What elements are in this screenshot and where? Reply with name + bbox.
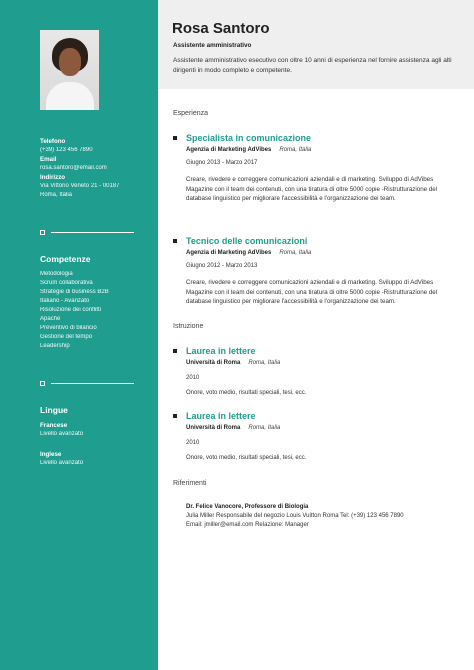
- education-school: Università di Roma Roma, Italia: [186, 360, 281, 366]
- email-value[interactable]: rosa.santoro@email.com: [40, 165, 107, 171]
- education-year: 2010: [186, 440, 200, 446]
- email-label: Email: [40, 156, 57, 163]
- language-level: Livello avanzato: [40, 431, 84, 437]
- experience-heading: Esperienza: [173, 110, 209, 117]
- education-entry: [173, 411, 453, 471]
- skill-item: Leadership: [40, 343, 70, 349]
- skills-heading: Competenze: [40, 254, 91, 264]
- bullet-icon: [173, 414, 177, 418]
- bullet-icon: [173, 239, 177, 243]
- education-year: 2010: [186, 375, 200, 381]
- language-name: Inglese: [40, 451, 62, 458]
- education-entry: [173, 346, 453, 406]
- references-heading: Riferimenti: [173, 480, 207, 487]
- experience-dates: Giugno 2012 - Marzo 2013: [186, 263, 258, 269]
- address-line2: Roma, Italia: [40, 192, 73, 198]
- education-note: Onore, voto medio, risultati speciali, tesi, ecc.: [186, 455, 307, 461]
- bullet-icon: [173, 349, 177, 353]
- phone-value: (+39) 123 456 7890: [40, 147, 93, 153]
- education-school: Università di Roma Roma, Italia: [186, 425, 281, 431]
- address-label: Indirizzo: [40, 174, 66, 181]
- contact-section: [40, 137, 140, 200]
- experience-org: Agenzia di Marketing AdVibes Roma, Italia: [186, 147, 312, 153]
- skill-item: Metodologia: [40, 271, 73, 277]
- experience-description: Creare, rivedere e correggere comunicazioni aziendali e di marketing. Sviluppo di AdVibes Magazine con il team dei contenuti, con una tiratura di oltre 5000 copie -Ristrutturazione del database linguistico per migliorare l'accessibilità e l'organizzazione dei team.: [186, 279, 438, 306]
- language-name: Francese: [40, 422, 68, 429]
- skill-item: Preventivo di bilancio: [40, 325, 97, 331]
- reference-name: Dr. Felice Vanocore, Professore di Biologia: [186, 504, 309, 510]
- skill-item: Scrum collaborativa: [40, 280, 93, 286]
- experience-role: Tecnico delle comunicazioni: [186, 236, 308, 246]
- education-degree: Laurea in lettere: [186, 346, 256, 356]
- sidebar-divider: [40, 230, 134, 236]
- skill-item: Risoluzione dei conflitti: [40, 307, 102, 313]
- experience-entry: [173, 236, 453, 326]
- language-level: Livello avanzato: [40, 460, 84, 466]
- languages-section: [40, 405, 140, 468]
- education-note: Onore, voto medio, risultati speciali, tesi, ecc.: [186, 390, 307, 396]
- skill-item: Strategie di business B2B: [40, 289, 109, 295]
- skills-section: [40, 254, 140, 351]
- experience-role: Specialista in comunicazione: [186, 133, 312, 143]
- education-heading: Istruzione: [173, 323, 204, 330]
- skill-item: Apache: [40, 316, 61, 322]
- education-degree: Laurea in lettere: [186, 411, 256, 421]
- summary-text: Assistente amministrativo esecutivo con oltre 10 anni di esperienza nel fornire assistenza agli alti dirigenti in modo completo e competente.: [173, 57, 452, 74]
- skill-item: Italiano - Avanzato: [40, 298, 90, 304]
- experience-org: Agenzia di Marketing AdVibes Roma, Italia: [186, 250, 312, 256]
- bullet-icon: [173, 136, 177, 140]
- reference-contact: Email: jmiller@email.com Relazione: Manager: [186, 522, 309, 528]
- job-title: Assistente amministrativo: [173, 42, 252, 49]
- candidate-name: Rosa Santoro: [172, 20, 270, 37]
- profile-photo: [40, 30, 99, 110]
- address-line1: Via Vittorio Veneto 21 - 00187: [40, 183, 120, 189]
- experience-entry: [173, 133, 453, 223]
- languages-heading: Lingue: [40, 405, 68, 415]
- phone-label: Telefono: [40, 138, 66, 145]
- experience-description: Creare, rivedere e correggere comunicazioni aziendali e di marketing. Sviluppo di AdVibes Magazine con il team dei contenuti, con una tiratura di oltre 5000 copie -Ristrutturazione del database linguistico per migliorare l'accessibilità e l'organizzazione dei team.: [186, 176, 438, 203]
- sidebar-divider: [40, 381, 134, 387]
- reference-details: Julia Miller Responsabile del negozio Louis Vuitton Roma Tel: (+39) 123 456 7890: [186, 513, 404, 519]
- skill-item: Gestione del tempo: [40, 334, 93, 340]
- experience-dates: Giugno 2013 - Marzo 2017: [186, 160, 258, 166]
